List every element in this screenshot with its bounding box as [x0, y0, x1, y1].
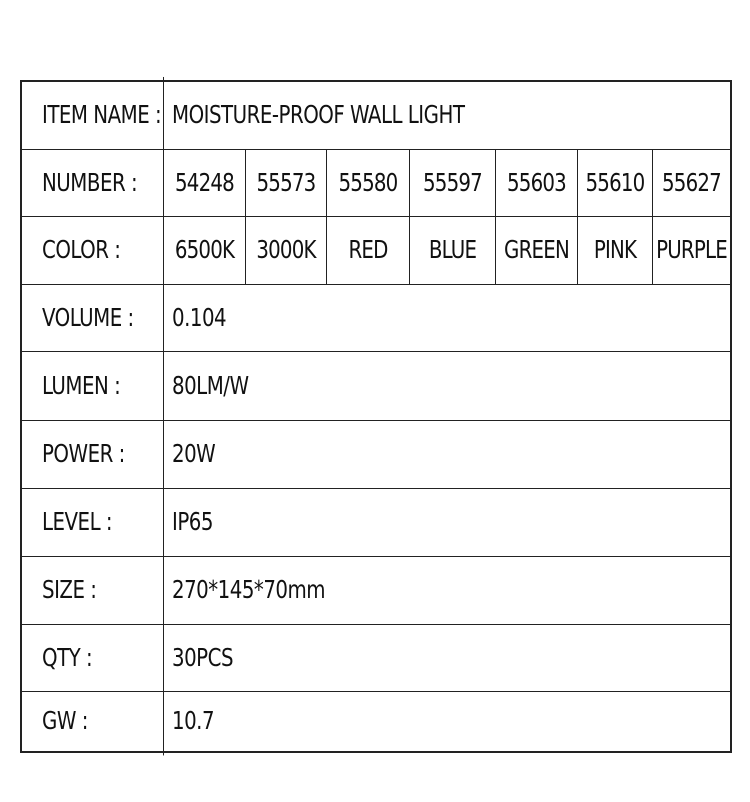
- level-value: IP65: [172, 508, 213, 537]
- gw-value: 10.7: [172, 707, 215, 736]
- row-size: [22, 556, 730, 624]
- spec-table: [20, 80, 732, 753]
- lumen-value: 80LM/W: [172, 371, 249, 401]
- color-cell: 6500K: [174, 236, 235, 265]
- row-volume: [22, 284, 730, 351]
- color-cells: [164, 217, 730, 284]
- row-number: [22, 149, 730, 216]
- number-cell: 54248: [175, 168, 234, 198]
- color-cell: 3000K: [245, 217, 326, 284]
- number-cell: 55610: [577, 150, 652, 216]
- color-cell: GREEN: [495, 217, 577, 284]
- number-cells: [164, 150, 730, 216]
- row-power: [22, 420, 730, 488]
- gw-label: GW :: [22, 688, 164, 756]
- row-level: [22, 488, 730, 556]
- size-value: 270*145*70mm: [172, 576, 326, 605]
- level-label: LEVEL :: [22, 484, 164, 561]
- power-value: 20W: [172, 440, 216, 469]
- volume-label: VOLUME :: [22, 280, 164, 356]
- color-cell: PINK: [577, 217, 652, 284]
- size-label: SIZE :: [22, 552, 164, 629]
- row-color: [22, 216, 730, 284]
- number-cell: 55627: [652, 150, 730, 216]
- volume-value: 0.104: [172, 303, 227, 333]
- number-label: NUMBER :: [22, 145, 164, 221]
- row-gw: [22, 691, 730, 751]
- row-qty: [22, 624, 730, 691]
- color-cell: RED: [326, 217, 409, 284]
- number-cell: 55580: [326, 150, 409, 216]
- qty-value: 30PCS: [172, 643, 234, 673]
- color-cell: PURPLE: [652, 217, 730, 284]
- number-cell: 55597: [409, 150, 495, 216]
- row-lumen: [22, 351, 730, 420]
- item-name-value: MOISTURE-PROOF WALL LIGHT: [172, 101, 465, 130]
- color-label: COLOR :: [22, 212, 164, 289]
- number-cell: 55573: [245, 150, 326, 216]
- number-cell: 55603: [495, 150, 577, 216]
- item-name-label: ITEM NAME :: [22, 77, 164, 154]
- power-label: POWER :: [22, 416, 164, 493]
- lumen-label: LUMEN :: [22, 347, 164, 425]
- row-item-name: [22, 82, 730, 149]
- qty-label: QTY :: [22, 620, 164, 696]
- color-cell: BLUE: [409, 217, 495, 284]
